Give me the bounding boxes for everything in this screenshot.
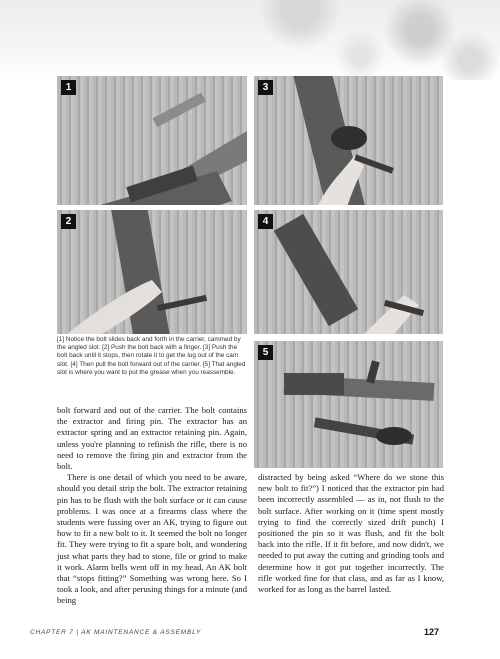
bolt-and-carrier-parts-illustration — [254, 341, 443, 468]
bolt-rotation-illustration — [254, 76, 443, 205]
photo-3 — [254, 76, 443, 205]
photo-number-badge: 4 — [258, 214, 273, 229]
photo-2 — [57, 210, 247, 334]
photo-caption: [1] Notice the bolt slides back and forth in the carrier, cammed by the angled slot. [2] Push the bolt back with a finger. [3] Push the bolt back until it stops, then rotate it to get the lug out of the cam slot. [4] Then pull the bolt forward out of the carrier. [5] That angled slot is where you want to put the grease when you reassemble. — [57, 336, 246, 376]
paragraph: distracted by being asked “Where do we stone this new bolt to fit?”) I noticed that the extractor pin had been incorrectly assembled — as in, not flush to the bolt surface. After working on it (time spent mostly trying to find the correctly sized drift punch) I positioned the pin so it was flush, and fit the bolt back into the rifle. If it fit before, and now didn't, we needed to put away the cutting and grinding tools and determine how it got put together incorrectly. The rifle worked fine for that class, and as far as I know, worked for as long as the barrel lasted. — [258, 472, 444, 595]
photo-number-badge: 2 — [61, 214, 76, 229]
page-number: 127 — [424, 627, 440, 637]
photo-4 — [254, 210, 443, 334]
paragraph: There is one detail of which you need to be aware, should you detail strip the bolt. The extractor retaining pin has to be flush with the bolt surface or it can cause problems. I was once at a firearms class where the students were fussing over an AK, trying to figure out how to fit a new bolt to it. It seemed the bolt no longer fit. They were trying to fit a spare bolt, and wondering just what parts they had to stone, file or grind to make it work. Alarm bells went off in my head. An AK bolt that “stops fitting?” Something was wrong here. So I took a look, and after perusing things for a minute (and being — [57, 472, 247, 606]
photo-number-badge: 1 — [61, 80, 76, 95]
grunge-header-texture — [0, 0, 500, 80]
paragraph: bolt forward and out of the carrier. The bolt contains the extractor and firing pin. The extractor has an extractor spring and an extractor retaining pin. Again, unless you're planning to refinish the rifle, there is no need to remove the firing pin and extractor from the bolt. — [57, 405, 247, 472]
bolt-pull-illustration — [254, 210, 443, 334]
photo-1 — [57, 76, 247, 205]
right-text-column — [258, 472, 444, 595]
photo-5 — [254, 341, 443, 468]
photo-number-badge: 5 — [258, 345, 273, 360]
bolt-push-illustration — [57, 210, 247, 334]
chapter-footer: CHAPTER 7 | AK MAINTENANCE & ASSEMBLY — [30, 629, 202, 636]
bolt-carrier-illustration — [57, 76, 247, 205]
left-text-column — [57, 405, 247, 607]
photo-number-badge: 3 — [258, 80, 273, 95]
